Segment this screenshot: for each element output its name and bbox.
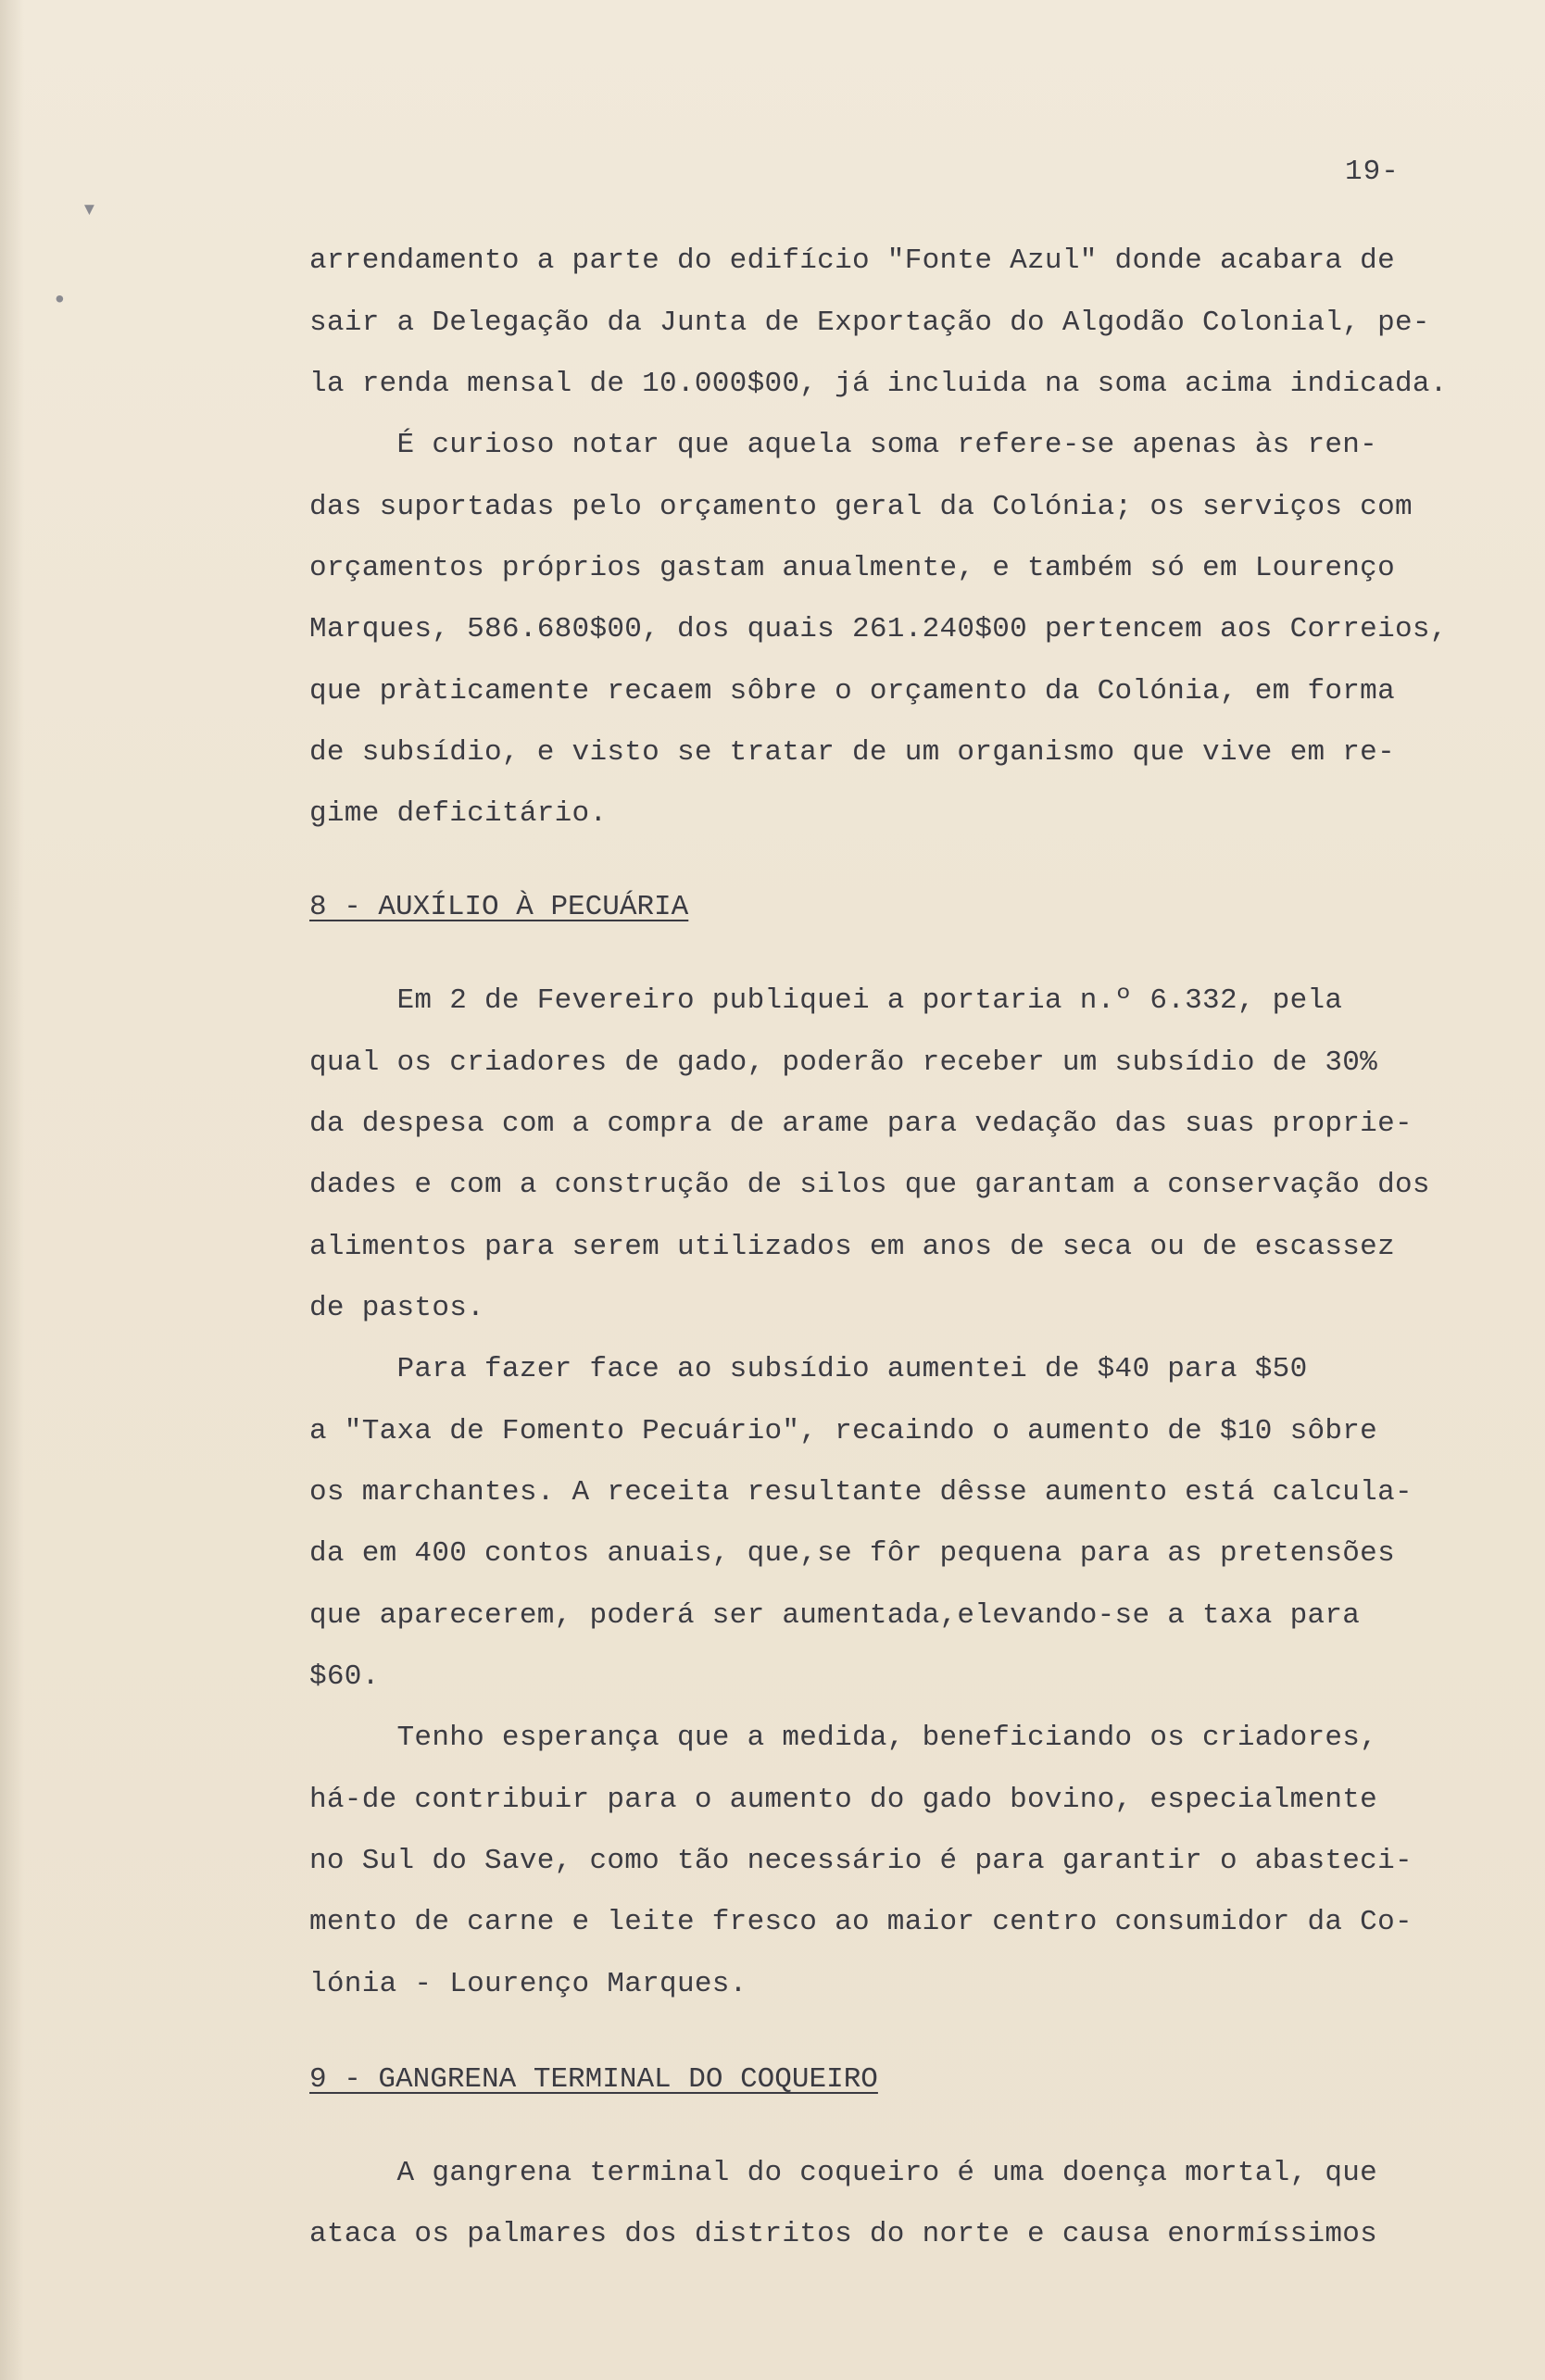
- text-line: arrendamento a parte do edifício "Fonte Azul" donde acabara de: [309, 244, 1395, 277]
- binding-hole-mark: •: [52, 287, 68, 316]
- text-line: alimentos para serem utilizados em anos de seca ou de escassez: [309, 1231, 1395, 1263]
- binding-hole-mark: ▾: [82, 196, 97, 225]
- page-number: 19-: [1345, 156, 1400, 188]
- text-line: qual os criadores de gado, poderão receber um subsídio de 30%: [309, 1046, 1378, 1079]
- text-line: que aparecerem, poderá ser aumentada,elevando-se a taxa para: [309, 1599, 1361, 1632]
- text-line: lónia - Lourenço Marques.: [309, 1968, 747, 2000]
- text-line: dades e com a construção de silos que garantam a conservação dos: [309, 1169, 1430, 1201]
- text-line: a "Taxa de Fomento Pecuário", recaindo o aumento de $10 sôbre: [309, 1415, 1378, 1447]
- text-line: há-de contribuir para o aumento do gado bovino, especialmente: [309, 1784, 1378, 1816]
- text-line: Marques, 586.680$00, dos quais 261.240$00 pertencem aos Correios,: [309, 613, 1448, 645]
- text-line: Em 2 de Fevereiro publiquei a portaria n.º 6.332, pela: [309, 984, 1343, 1017]
- text-line: das suportadas pelo orçamento geral da Colónia; os serviços com: [309, 491, 1413, 523]
- text-line: ataca os palmares dos distritos do norte e causa enormíssimos: [309, 2218, 1378, 2250]
- text-line: É curioso notar que aquela soma refere-se apenas às ren-: [309, 429, 1378, 461]
- text-line: os marchantes. A receita resultante dêsse aumento está calcula-: [309, 1476, 1413, 1509]
- text-line: de subsídio, e visto se tratar de um organismo que vive em re-: [309, 736, 1395, 769]
- text-line: no Sul do Save, como tão necessário é para garantir o abasteci-: [309, 1845, 1413, 1877]
- text-line: orçamentos próprios gastam anualmente, e também só em Lourenço: [309, 552, 1395, 584]
- binding-edge-shadow: [0, 0, 24, 2380]
- text-line: $60.: [309, 1660, 380, 1693]
- text-line: mento de carne e leite fresco ao maior centro consumidor da Co-: [309, 1906, 1413, 1938]
- text-line: sair a Delegação da Junta de Exportação do Algodão Colonial, pe-: [309, 307, 1430, 339]
- text-line: la renda mensal de 10.000$00, já incluida na soma acima indicada.: [309, 368, 1448, 400]
- text-line: da em 400 contos anuais, que,se fôr pequena para as pretensões: [309, 1537, 1395, 1570]
- section-heading: 9 - GANGRENA TERMINAL DO COQUEIRO: [309, 2063, 878, 2096]
- text-line: de pastos.: [309, 1292, 485, 1324]
- text-line: Tenho esperança que a medida, beneficiando os criadores,: [309, 1722, 1378, 1754]
- text-line: Para fazer face ao subsídio aumentei de $40 para $50: [309, 1353, 1308, 1385]
- text-line: gime deficitário.: [309, 797, 608, 830]
- text-line: que pràticamente recaem sôbre o orçamento da Colónia, em forma: [309, 675, 1395, 708]
- text-line: da despesa com a compra de arame para vedação das suas proprie-: [309, 1108, 1413, 1140]
- section-heading: 8 - AUXÍLIO À PECUÁRIA: [309, 891, 689, 923]
- text-line: A gangrena terminal do coqueiro é uma doença mortal, que: [309, 2157, 1378, 2189]
